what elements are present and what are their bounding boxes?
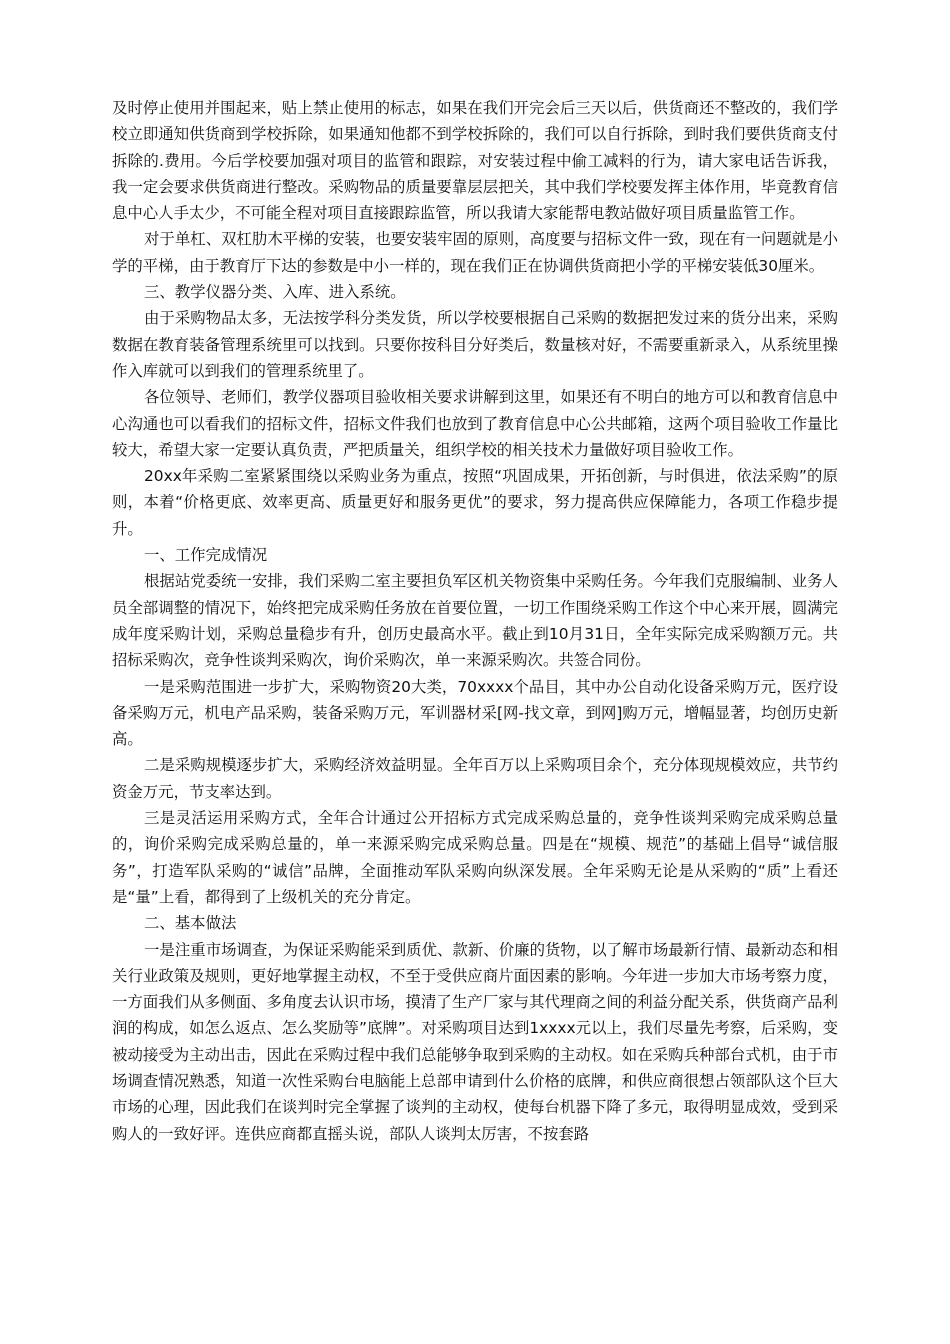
paragraph-point-two: 二是采购规模逐步扩大，采购经济效益明显。全年百万以上采购项目余个，充分体现规模效应，共节约资金万元，节支率达到。 xyxy=(112,756,838,801)
paragraph-procurement-intro: 20xx年采购二室紧紧围绕以采购业务为重点，按照“巩固成果，开拓创新，与时俱进，依法采购”的原则，本着“价格更底、效率更高、质量更好和服务更优”的要求，努力提高供应保障能力，各项工作稳步提升。 xyxy=(112,467,838,538)
document-page xyxy=(112,95,838,1147)
paragraph-parallel-bars: 对于单杠、双杠肋木平梯的安装，也要安装牢固的原则，高度要与招标文件一致，现在有一问题就是小学的平梯，由于教育厅下达的参数是中小一样的，现在我们正在协调供货商把小学的平梯安装低30厘米。 xyxy=(112,230,838,275)
section-heading-three: 三、教学仪器分类、入库、进入系统。 xyxy=(144,283,406,302)
paragraph-market-research: 一是注重市场调查，为保证采购能采到质优、款新、价廉的货物，以了解市场最新行情、最新动态和相关行业政策及规则，更好地掌握主动权，不至于受供应商片面因素的影响。今年进一步加大市场考察力度，一方面我们从多侧面、多角度去认识市场，摸清了生产厂家与其代理商之间的利益分配关系，供货商产品利润的构成，如怎么返点、怎么奖励等”底牌”。对采购项目达到1xxxx元以上，我们尽量先考察，后采购，变被动接受为主动出击，因此在采购过程中我们总能够争取到采购的主动权。如在采购兵种部台式机，由于市场调查情况熟悉，知道一次性采购台电脑能上总部申请到什么价格的底牌，和供应商很想占领部队这个巨大市场的心理，因此我们在谈判时完全掌握了谈判的主动权，使每台机器下降了多元，取得明显成效，受到采购人的一致好评。连供应商都直摇头说，部队人谈判太厉害，不按套路 xyxy=(112,940,838,1143)
paragraph-continuation: 及时停止使用并围起来，贴上禁止使用的标志，如果在我们开完会后三天以后，供货商还不整改的，我们学校立即通知供货商到学校拆除，如果通知他都不到学校拆除的，我们可以自行拆除，到时我们要供货商支付拆除的.费用。今后学校要加强对项目的监管和跟踪，对安装过程中偷工减料的行为，请大家电话告诉我，我一定会要求供货商进行整改。采购物品的质量要靠层层把关，其中我们学校要发挥主体作用，毕竟教育信息中心人手太少，不可能全程对项目直接跟踪监管，所以我请大家能帮电教站做好项目质量监管工作。 xyxy=(112,99,838,223)
paragraph-classification: 由于采购物品太多，无法按学科分类发货，所以学校要根据自己采购的数据把发过来的货分出来，采购数据在教育装备管理系统里可以找到。只要你按科目分好类后，数量核对好，不需要重新录入，从系统里操作入库就可以到我们的管理系统里了。 xyxy=(112,309,838,380)
paragraph-point-one: 一是采购范围进一步扩大，采购物资20大类，70xxxx个品目，其中办公自动化设备采购万元，医疗设备采购万元，机电产品采购，装备采购万元，军训器材采[网-找文章，到网]购万元，增幅显著，均创历史新高。 xyxy=(112,677,838,749)
paragraph-work-completion: 根据站党委统一安排，我们采购二室主要担负军区机关物资集中采购任务。今年我们克服编制、业务人员全部调整的情况下，始终把完成采购任务放在首要位置，一切工作围绕采购工作这个中心来开展，圆满完成年度采购计划，采购总量稳步有升，创历史最高水平。截止到10月31日，全年实际完成采购额万元。共招标采购次，竞争性谈判采购次，询价采购次，单一来源采购次。共签合同份。 xyxy=(112,572,838,670)
paragraph-leaders-teachers: 各位领导、老师们，教学仪器项目验收相关要求讲解到这里，如果还有不明白的地方可以和教育信息中心沟通也可以看我们的招标文件，招标文件我们也放到了教育信息中心公共邮箱，这两个项目验收工作量比较大，希望大家一定要认真负责，严把质量关，组织学校的相关技术力量做好项目验收工作。 xyxy=(112,388,838,459)
paragraph-point-three: 三是灵活运用采购方式，全年合计通过公开招标方式完成采购总量的，竞争性谈判采购完成采购总量的，询价采购完成采购总量的，单一来源采购完成采购总量。四是在“规模、规范”的基础上倡导“诚信服务”，打造军队采购的“诚信”品牌，全面推动军队采购向纵深发展。全年采购无论是从采购的“质”上看还是“量”上看，都得到了上级机关的充分肯定。 xyxy=(112,809,838,906)
section-heading-basic-approach: 二、基本做法 xyxy=(144,914,237,933)
section-heading-work-completion: 一、工作完成情况 xyxy=(144,546,268,565)
